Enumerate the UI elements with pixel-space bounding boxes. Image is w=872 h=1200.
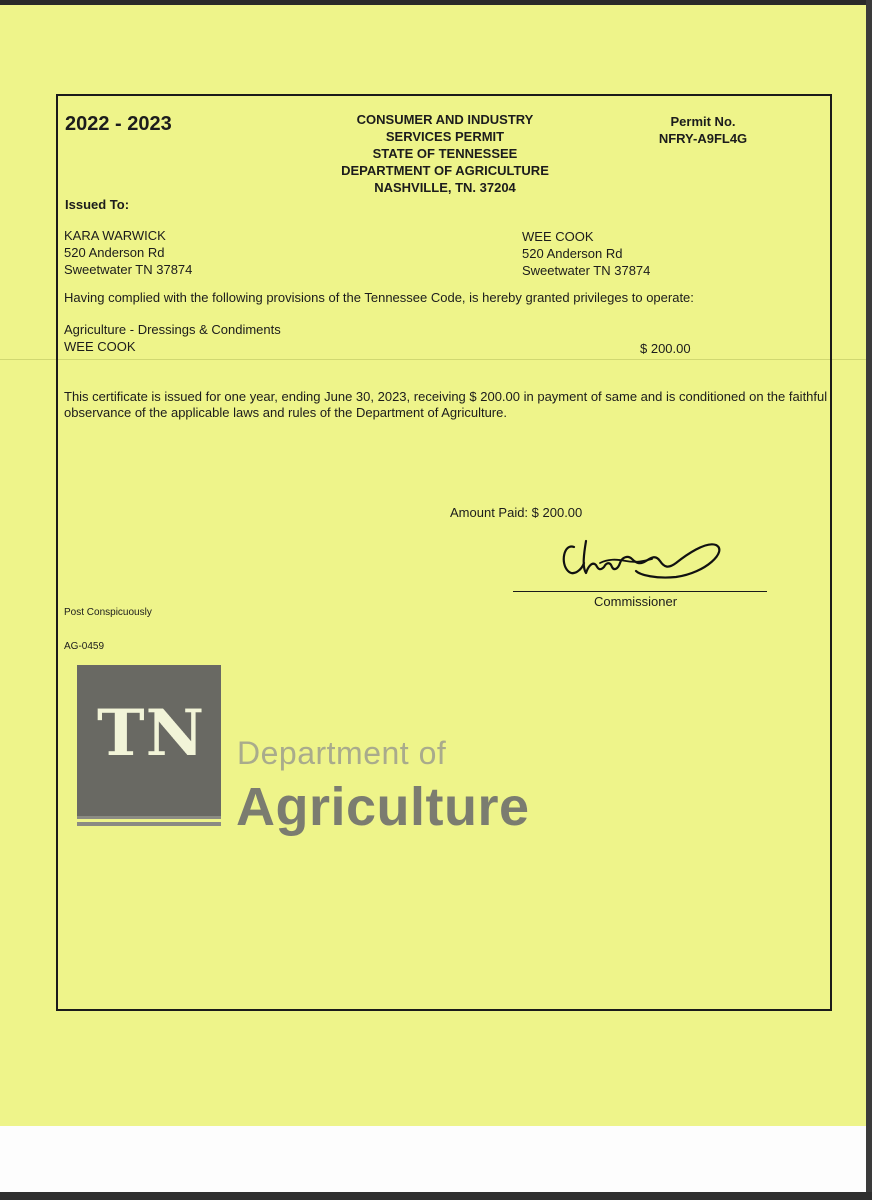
signature-title: Commissioner [594,594,678,609]
title-line: SERVICES PERMIT [385,129,505,144]
issued-to-label: Issued To: [65,197,130,212]
title-line: DEPARTMENT OF AGRICULTURE [341,163,549,178]
activity-fee: $ 200.00 [640,341,691,356]
certificate-statement: This certificate is issued for one year, ending June 30, 2023, receiving $ 200.00 in payment of same and is conditioned on the faithful observance of the applicable laws and rules of the Department of Agriculture. [64,389,828,420]
amount-paid: Amount Paid: $ 200.00 [450,505,583,520]
permit-number-label: Permit No. [670,114,736,129]
business-address [522,228,650,279]
tn-logo-mark [77,665,221,829]
scan-bottom-edge [0,1192,872,1200]
title-line: STATE OF TENNESSEE [372,146,518,161]
logo-department-of: Department of [237,735,447,771]
tn-logo-letters: TN [96,696,206,771]
logo-agriculture: Agriculture [236,777,530,837]
business-city: Sweetwater TN 37874 [522,263,651,278]
owner-street: 520 Anderson Rd [64,245,165,260]
permit-number-block [630,113,776,147]
form-code: AG-0459 [64,641,105,652]
owner-address [64,227,192,278]
scan-top-edge [0,0,872,5]
owner-name: KARA WARWICK [64,228,166,243]
activity-business-name: WEE COOK [64,339,136,354]
post-notice: Post Conspicuously [64,607,152,618]
logo-stripe [77,816,221,829]
title-line: CONSUMER AND INDUSTRY [356,112,534,127]
compliance-statement: Having complied with the following provisions of the Tennessee Code, is hereby granted privileges to operate: [64,290,694,305]
owner-city: Sweetwater TN 37874 [64,262,193,277]
commissioner-signature [556,533,726,587]
signature-line [513,591,767,592]
title-line: NASHVILLE, TN. 37204 [374,180,516,195]
permit-number: NFRY-A9FL4G [658,131,748,146]
business-name: WEE COOK [522,229,594,244]
scan-right-edge [866,0,872,1200]
scan-bottom-margin [0,1126,866,1192]
permit-title [320,111,570,196]
business-street: 520 Anderson Rd [522,246,623,261]
permit-year: 2022 - 2023 [65,113,172,135]
activity-category: Agriculture - Dressings & Condiments [64,322,281,337]
